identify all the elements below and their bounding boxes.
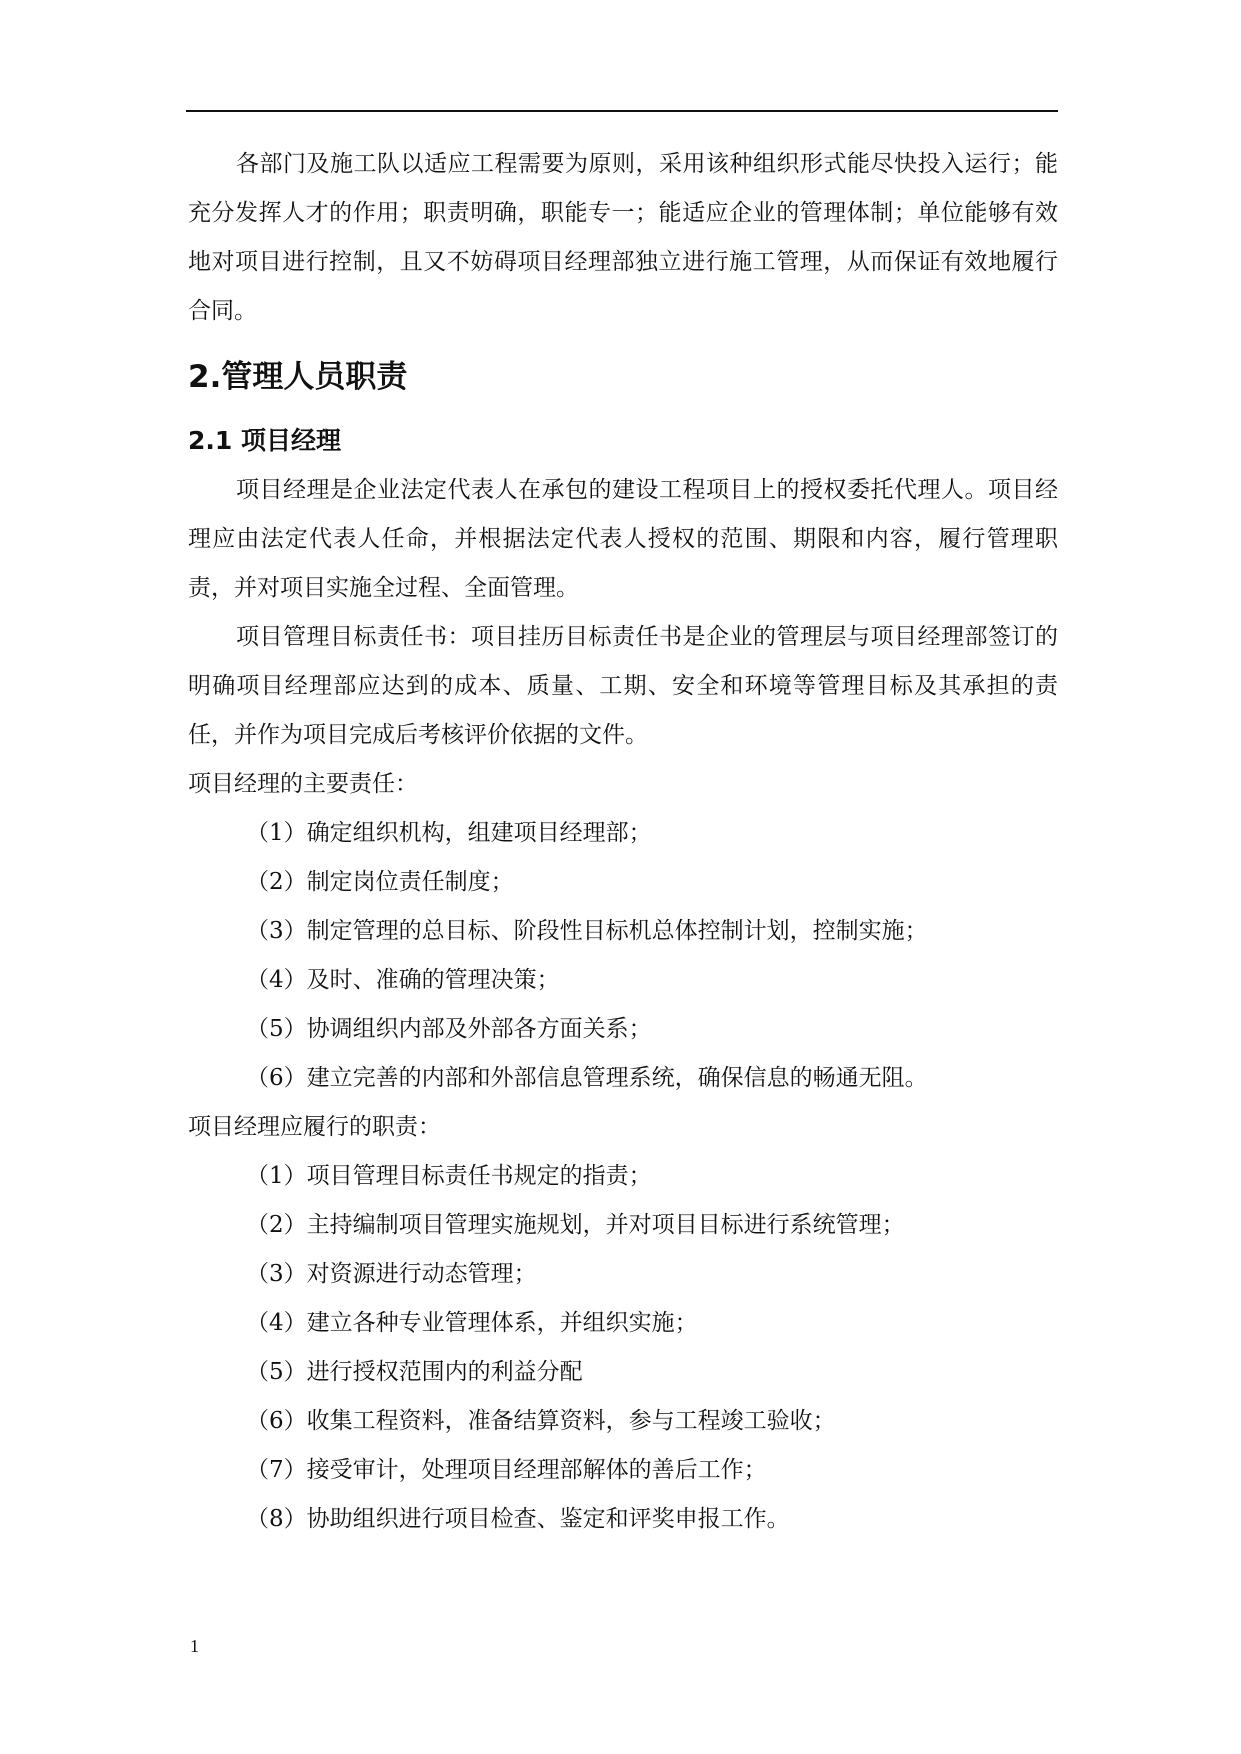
- list-item: （3）对资源进行动态管理；: [246, 1261, 537, 1287]
- list-item: （6）收集工程资料，准备结算资料，参与工程竣工验收；: [246, 1408, 836, 1434]
- list-item: （5）进行授权范围内的利益分配: [246, 1359, 583, 1385]
- pm-definition-paragraph: 项目经理是企业法定代表人在承包的建设工程项目上的授权委托代理人。项目经理应由法定代表人任命，并根据法定代表人授权的范围、期限和内容，履行管理职责，并对项目实施全过程、全面管理。: [188, 477, 1058, 601]
- header-rule: [186, 110, 1058, 112]
- intro-paragraph: 各部门及施工队以适应工程需要为原则，采用该种组织形式能尽快投入运行；能充分发挥人才的作用；职责明确，职能专一；能适应企业的管理体制；单位能够有效地对项目进行控制，且又不妨碍项目经理部独立进行施工管理，从而保证有效地履行合同。: [188, 151, 1058, 324]
- list-item: （4）建立各种专业管理体系，并组织实施；: [246, 1310, 698, 1336]
- list-item: （1）确定组织机构，组建项目经理部；: [246, 820, 652, 846]
- list-item: （4）及时、准确的管理决策；: [246, 967, 560, 993]
- subsection-heading: 2.1 项目经理: [188, 426, 341, 455]
- main-responsibilities-title: 项目经理的主要责任：: [188, 771, 418, 797]
- list-item: （3）制定管理的总目标、阶段性目标机总体控制计划，控制实施；: [246, 918, 928, 944]
- target-responsibility-paragraph: 项目管理目标责任书：项目挂历目标责任书是企业的管理层与项目经理部签订的明确项目经理部应达到的成本、质量、工期、安全和环境等管理目标及其承担的责任，并作为项目完成后考核评价依据的文件。: [188, 624, 1058, 748]
- list-item: （2）制定岗位责任制度；: [246, 869, 514, 895]
- list-item: （7）接受审计，处理项目经理部解体的善后工作；: [246, 1457, 767, 1483]
- page-number: 1: [190, 1636, 199, 1656]
- list-item: （1）项目管理目标责任书规定的指责；: [246, 1163, 652, 1189]
- list-item: （2）主持编制项目管理实施规划，并对项目目标进行系统管理；: [246, 1212, 905, 1238]
- section-heading: 2.管理人员职责: [188, 359, 408, 395]
- list-item: （5）协调组织内部及外部各方面关系；: [246, 1016, 652, 1042]
- list-item: （6）建立完善的内部和外部信息管理系统，确保信息的畅通无阻。: [246, 1065, 928, 1091]
- document-body: [188, 140, 1058, 1544]
- duties-title: 项目经理应履行的职责：: [188, 1114, 441, 1140]
- list-item: （8）协助组织进行项目检查、鉴定和评奖申报工作。: [246, 1506, 790, 1532]
